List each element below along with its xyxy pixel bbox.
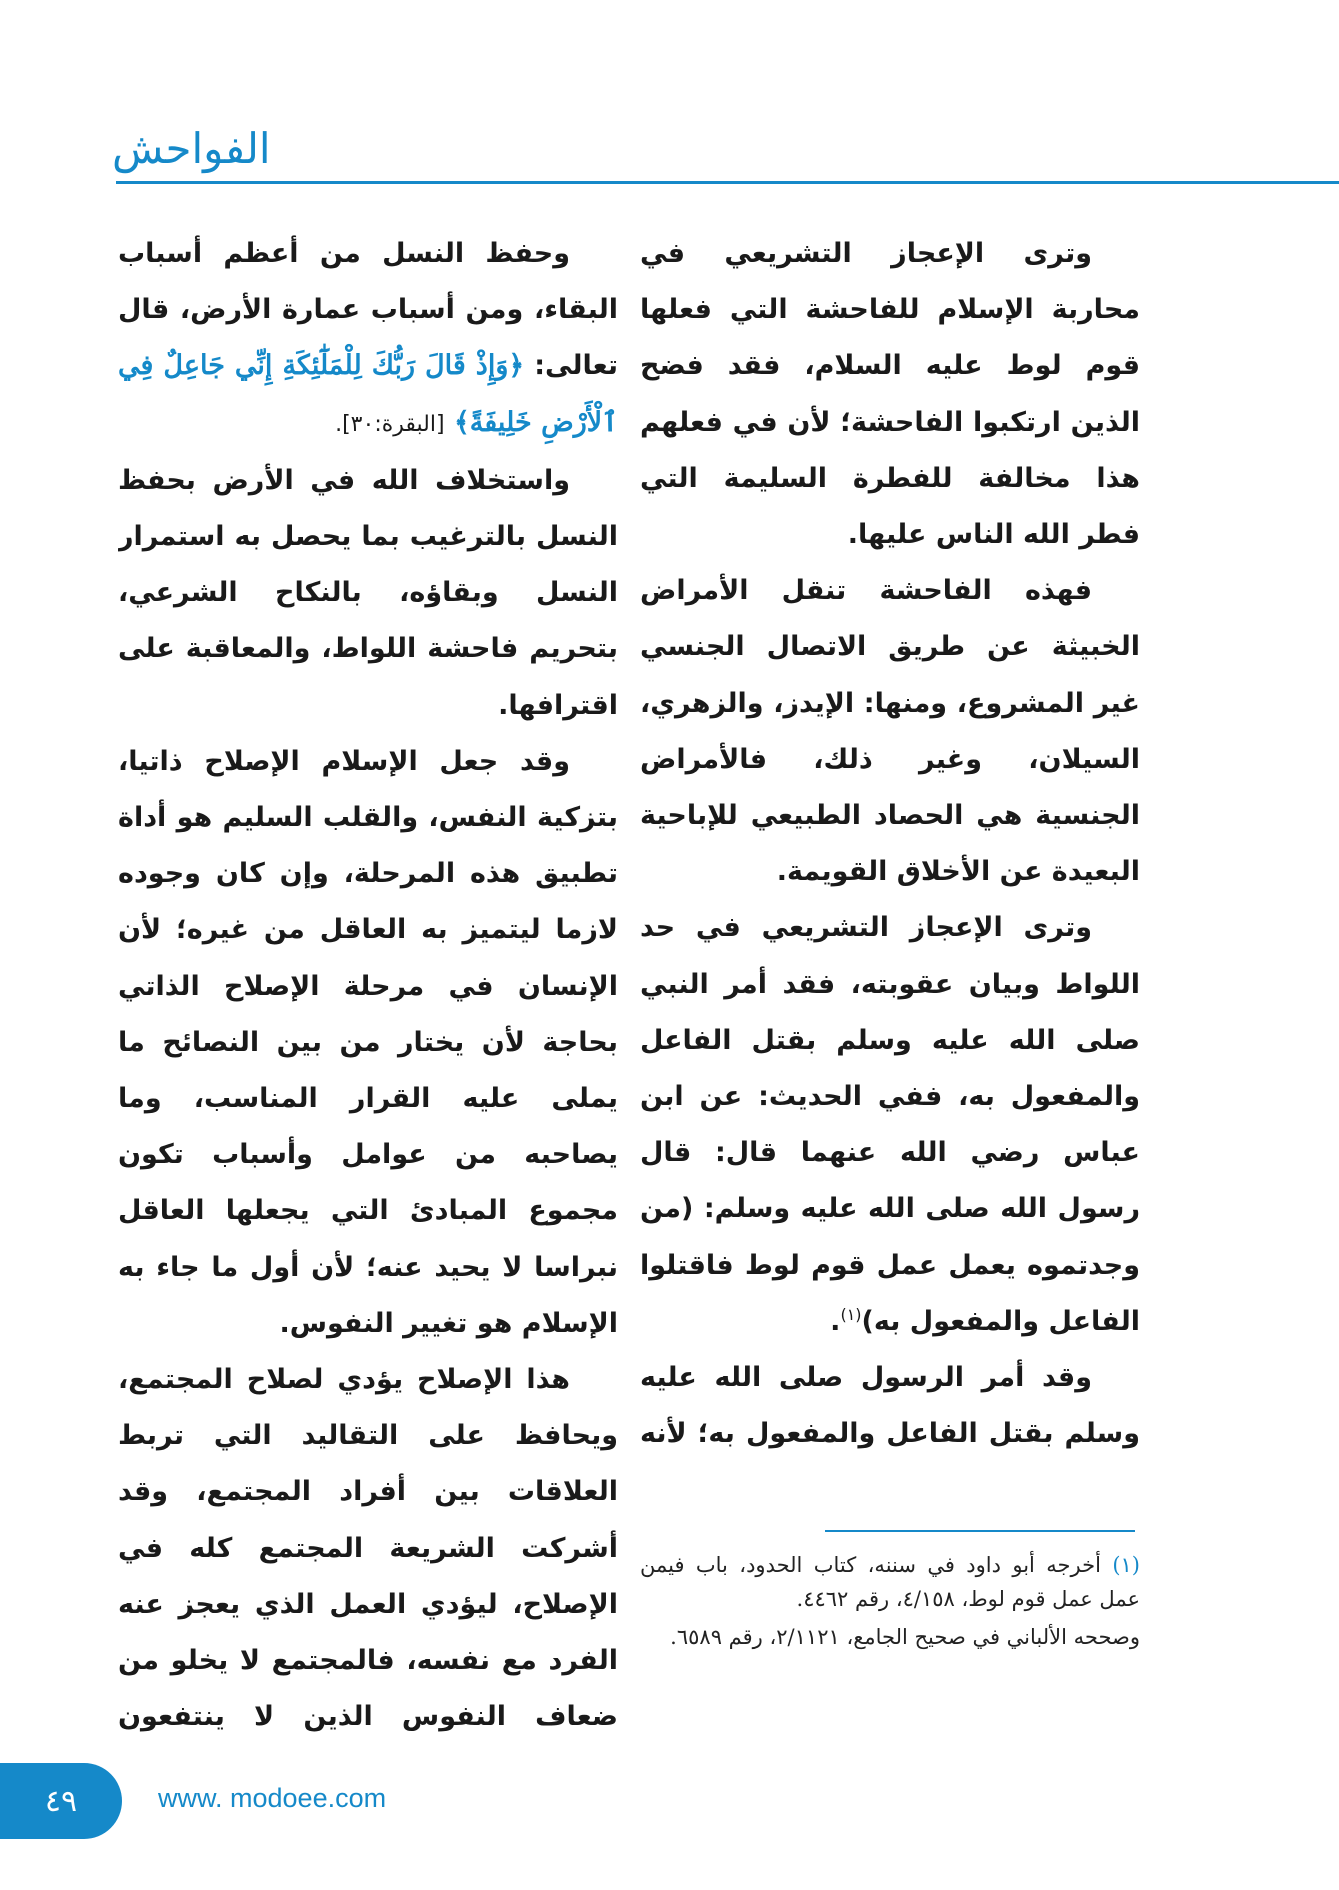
paragraph-text: وحفظ النسل من أعظم أسباب البقاء، ومن أسباب عمارة الأرض، قال تعالى: [118, 238, 618, 382]
page-number-tab [0, 1763, 122, 1839]
verse-reference: [البقرة:٣٠]. [335, 411, 445, 437]
footnote-divider [825, 1530, 1135, 1532]
header-divider [116, 181, 1339, 184]
paragraph-end: . [830, 1305, 841, 1337]
footnote-text: أخرجه أبو داود في سننه، كتاب الحدود، باب فيمن عمل عمل قوم لوط، ٤/١٥٨، رقم ٤٤٦٢. [640, 1553, 1140, 1611]
website-url[interactable]: www. modoee.com [158, 1783, 387, 1813]
paragraph [118, 226, 618, 453]
paragraph: وترى الإعجاز التشريعي في محاربة الإسلام للفاحشة التي فعلها قوم لوط عليه السلام، فقد فضح الذين ارتكبوا الفاحشة؛ لأن في فعلهم هذا مخالفة للفطرة السليمة التي فطر الله الناس عليها. [640, 238, 1140, 551]
footnote-item [640, 1548, 1140, 1616]
paragraph-text: وترى الإعجاز التشريعي في حد اللواط وبيان عقوبته، فقد أمر النبي صلى الله عليه وسلم بقتل الفاعل والمفعول به، ففي الحديث: عن ابن عباس رضي الله عنهما قال: قال رسول الله صلى الله عليه وسلم: [640, 912, 1140, 1225]
left-text-column [118, 226, 618, 1736]
page-number: ٤٩ [44, 1783, 78, 1819]
footnote-item-continued: وصححه الألباني في صحيح الجامع، ٢/١١٢١، رقم ٦٥٨٩. [670, 1625, 1140, 1649]
running-header-title: الفواحش [112, 124, 271, 173]
footnote-marker[interactable]: (١) [840, 1304, 862, 1324]
right-text-column [640, 226, 1140, 1456]
footnotes [640, 1548, 1140, 1658]
paragraph: وقد أمر الرسول صلى الله عليه وسلم بقتل الفاعل والمفعول به؛ لأنه [640, 1362, 1140, 1450]
paragraph: هذا الإصلاح يؤدي لصلاح المجتمع، ويحافظ على التقاليد التي تربط العلاقات بين أفراد المجتمع، وقد أشركت الشريعة المجتمع كله في الإصلاح، ليؤدي العمل الذي يعجز عنه الفرد مع نفسه، فالمجتمع لا يخلو من ضعاف النفوس الذين لا ينتفعون [118, 1364, 618, 1733]
footnote-number: (١) [1112, 1553, 1140, 1577]
paragraph: وقد جعل الإسلام الإصلاح ذاتيا، بتزكية النفس، والقلب السليم هو أداة تطبيق هذه المرحلة، وإن كان وجوده لازما ليتميز به العاقل من غيره؛ لأن الإنسان في مرحلة الإصلاح الذاتي بحاجة لأن يختار من بين النصائح ما يملى عليه القرار المناسب، وما يصاحبه من عوامل وأسباب تكون مجموع المبادئ التي يجعلها العاقل نبراسا لا يحيد عنه؛ لأن أول ما جاء به الإسلام هو تغيير النفوس. [118, 745, 618, 1339]
quran-verse: ﴿وَإِذْ قَالَ رَبُّكَ لِلْمَلَٰٓئِكَةِ إِنِّي جَاعِلٌ فِي ٱلْأَرْضِ خَلِيفَةً﴾ [118, 350, 618, 438]
paragraph: واستخلاف الله في الأرض بحفظ النسل بالترغيب بما يحصل به استمرار النسل وبقاؤه، بالنكاح الشرعي، بتحريم فاحشة اللواط، والمعاقبة على اقترافها. [118, 464, 618, 721]
paragraph [640, 900, 1140, 1350]
hadith-quote: (من وجدتموه يعمل عمل قوم لوط فاقتلوا الفاعل والمفعول به) [640, 1193, 1140, 1337]
paragraph: فهذه الفاحشة تنقل الأمراض الخبيثة عن طريق الاتصال الجنسي غير المشروع، ومنها: الإيدز، والزهري، السيلان، وغير ذلك، فالأمراض الجنسية هي الحصاد الطبيعي للإباحية البعيدة عن الأخلاق القويمة. [640, 575, 1140, 888]
